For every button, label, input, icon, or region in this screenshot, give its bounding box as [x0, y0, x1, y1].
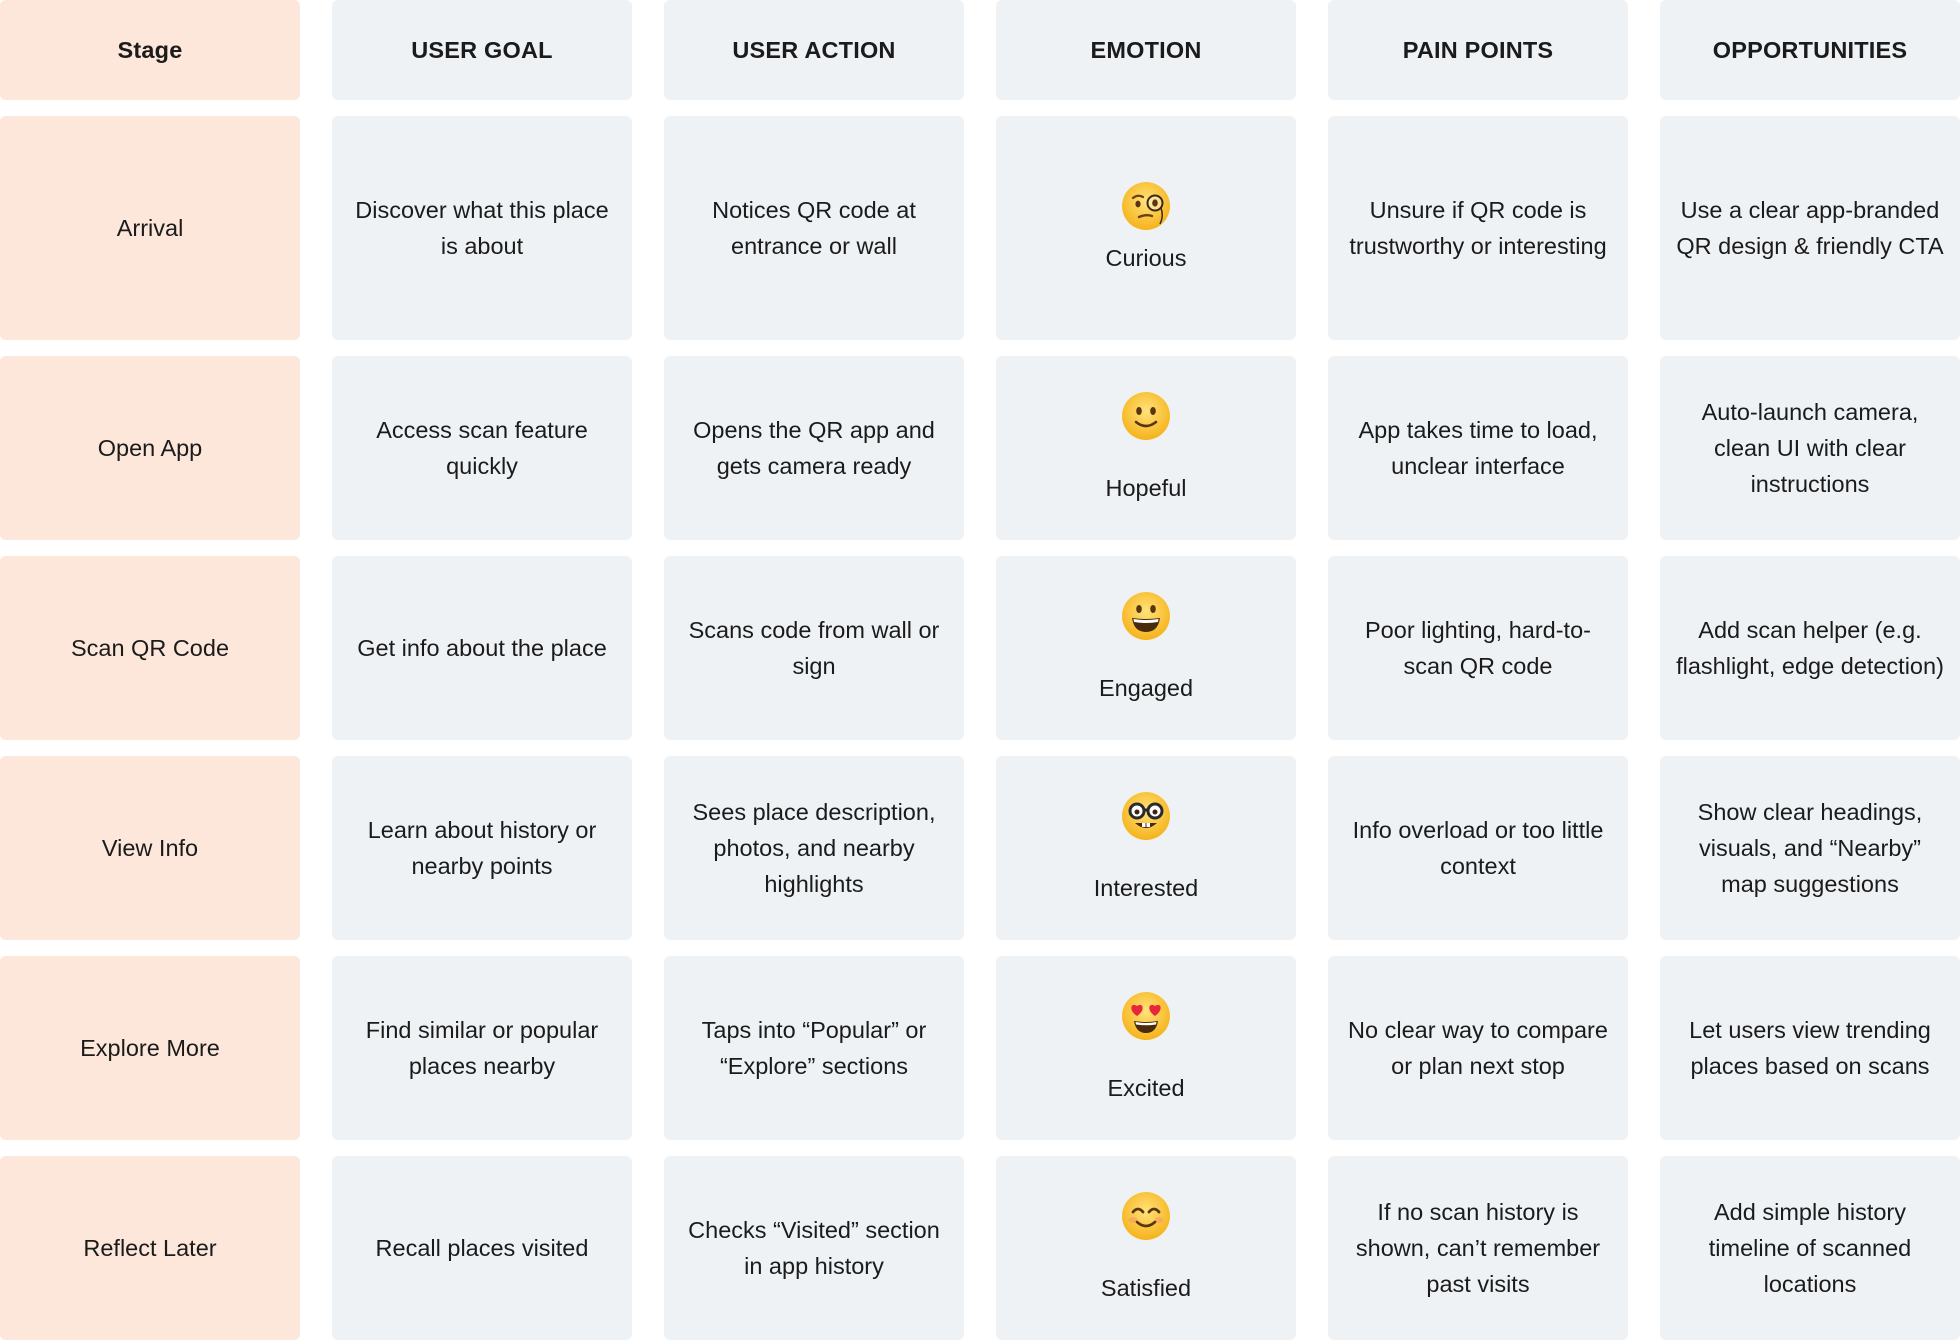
pain-points-text: If no scan history is shown, can’t remember past visits [1355, 1199, 1601, 1297]
user-goal-text: Get info about the place [357, 635, 607, 661]
emotion-cell [996, 556, 1296, 740]
smiling-eyes-face-icon [1120, 1190, 1172, 1242]
emotion-label: Engaged [1098, 675, 1194, 701]
stage-text: Open App [97, 435, 203, 461]
opportunities-text: Add simple history timeline of scanned locations [1708, 1199, 1912, 1297]
stage-cell [0, 956, 300, 1140]
emotion-group [1107, 990, 1184, 1106]
pain-points-text: Unsure if QR code is trustworthy or interesting [1349, 197, 1607, 259]
emotion-cell [996, 356, 1296, 540]
user-action-cell [664, 556, 964, 740]
header-label: USER ACTION [732, 37, 896, 63]
pain-points-text: Poor lighting, hard-to-scan QR code [1365, 617, 1591, 679]
user-goal-cell [332, 556, 632, 740]
opportunities-cell [1660, 116, 1960, 340]
header-emotion [996, 0, 1296, 100]
opportunities-cell [1660, 956, 1960, 1140]
pain-points-cell [1328, 1156, 1628, 1340]
emotion-cell [996, 956, 1296, 1140]
pain-points-cell [1328, 956, 1628, 1140]
emotion-label: Satisfied [1100, 1275, 1192, 1301]
user-action-cell [664, 1156, 964, 1340]
user-goal-text: Discover what this place is about [355, 197, 609, 259]
user-action-text: Notices QR code at entrance or wall [712, 197, 916, 259]
header-user-action [664, 0, 964, 100]
pain-points-cell [1328, 116, 1628, 340]
user-action-cell [664, 356, 964, 540]
emotion-cell [996, 756, 1296, 940]
user-goal-cell [332, 356, 632, 540]
user-action-cell [664, 956, 964, 1140]
grinning-face-icon [1120, 590, 1172, 642]
user-goal-text: Find similar or popular places nearby [365, 1017, 599, 1079]
emotion-cell [996, 116, 1296, 340]
pain-points-text: No clear way to compare or plan next stop [1348, 1017, 1608, 1079]
stage-text: Arrival [116, 215, 184, 241]
emotion-cell [996, 1156, 1296, 1340]
opportunities-text: Let users view trending places based on scans [1689, 1017, 1931, 1079]
user-goal-cell [332, 756, 632, 940]
header-label: Stage [117, 37, 183, 63]
emotion-group [1106, 390, 1187, 506]
opportunities-cell [1660, 756, 1960, 940]
user-goal-cell [332, 1156, 632, 1340]
user-goal-text: Learn about history or nearby points [367, 817, 597, 879]
user-action-cell [664, 116, 964, 340]
emotion-label: Excited [1107, 1075, 1185, 1101]
user-action-text: Scans code from wall or sign [688, 617, 940, 679]
slightly-smiling-face-icon [1120, 390, 1172, 442]
stage-text: Scan QR Code [70, 635, 230, 661]
header-pain-points [1328, 0, 1628, 100]
pain-points-cell [1328, 556, 1628, 740]
emotion-group [1099, 590, 1193, 706]
pain-points-text: Info overload or too little context [1352, 817, 1604, 879]
emotion-group [1094, 790, 1199, 906]
pain-points-cell [1328, 356, 1628, 540]
stage-cell [0, 556, 300, 740]
opportunities-cell [1660, 356, 1960, 540]
user-action-text: Taps into “Popular” or “Explore” sections [701, 1017, 927, 1079]
header-user-goal [332, 0, 632, 100]
pain-points-text: App takes time to load, unclear interface [1358, 417, 1598, 479]
opportunities-cell [1660, 1156, 1960, 1340]
pain-points-cell [1328, 756, 1628, 940]
user-goal-text: Access scan feature quickly [376, 417, 588, 479]
stage-text: Explore More [80, 1035, 220, 1061]
emotion-group [1101, 1190, 1191, 1306]
stage-text: Reflect Later [83, 1235, 217, 1261]
header-stage [0, 0, 300, 100]
header-label: USER GOAL [411, 37, 553, 63]
user-action-text: Checks “Visited” section in app history [688, 1217, 940, 1279]
heart-eyes-face-icon [1120, 990, 1172, 1042]
opportunities-text: Add scan helper (e.g. flashlight, edge detection) [1676, 617, 1944, 679]
monocle-face-icon [1120, 180, 1172, 232]
opportunities-text: Show clear headings, visuals, and “Nearby” map suggestions [1697, 799, 1923, 897]
emotion-label: Interested [1093, 875, 1199, 901]
stage-cell [0, 1156, 300, 1340]
stage-text: View Info [101, 835, 199, 861]
emotion-label: Hopeful [1105, 475, 1187, 501]
user-action-text: Opens the QR app and gets camera ready [693, 417, 935, 479]
stage-cell [0, 116, 300, 340]
user-goal-cell [332, 956, 632, 1140]
stage-cell [0, 756, 300, 940]
header-label: EMOTION [1090, 37, 1202, 63]
user-goal-text: Recall places visited [375, 1235, 589, 1261]
opportunities-cell [1660, 556, 1960, 740]
user-action-text: Sees place description, photos, and nearby highlights [692, 799, 936, 897]
emotion-label: Curious [1105, 245, 1187, 271]
user-goal-cell [332, 116, 632, 340]
opportunities-text: Auto-launch camera, clean UI with clear instructions [1701, 399, 1919, 497]
nerd-face-icon [1120, 790, 1172, 842]
stage-cell [0, 356, 300, 540]
user-action-cell [664, 756, 964, 940]
header-label: PAIN POINTS [1402, 37, 1554, 63]
header-label: OPPORTUNITIES [1712, 37, 1908, 63]
opportunities-text: Use a clear app-branded QR design & friendly CTA [1676, 197, 1944, 259]
emotion-group [1106, 180, 1187, 276]
header-opportunities [1660, 0, 1960, 100]
